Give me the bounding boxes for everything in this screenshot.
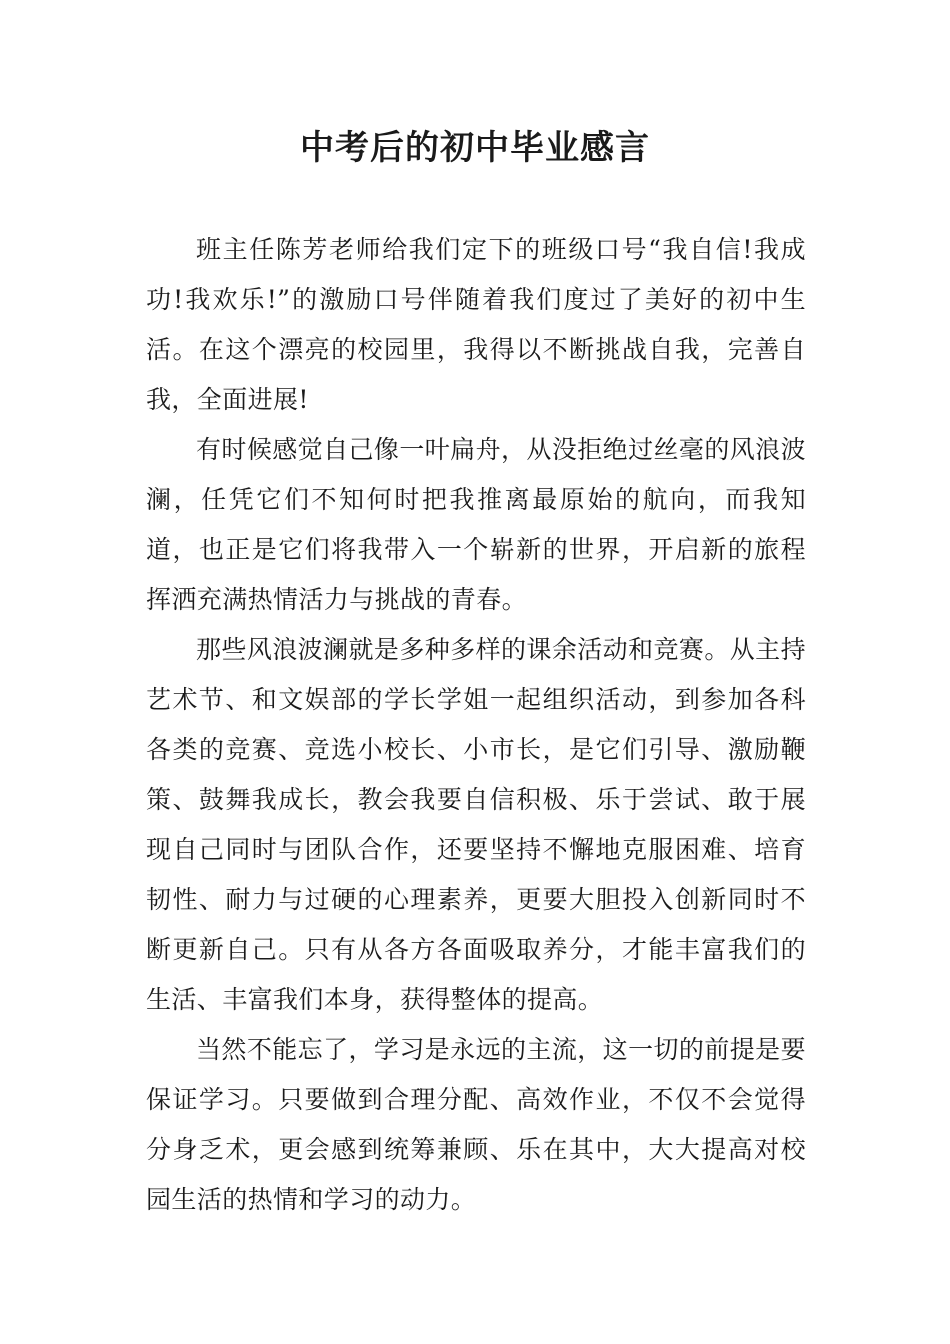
paragraph-3: 那些风浪波澜就是多种多样的课余活动和竞赛。从主持艺术节、和文娱部的学长学姐一起组织活动，到参加各科各类的竞赛、竞选小校长、小市长，是它们引导、激励鞭策、鼓舞我成长，教会我要自信积极、乐于尝试、敢于展现自己同时与团队合作，还要坚持不懈地克服困难、培育韧性、耐力与过硬的心理素养，更要大胆投入创新同时不断更新自己。只有从各方各面吸取养分，才能丰富我们的生活、丰富我们本身，获得整体的提高。 — [146, 635, 806, 1014]
paragraph-2: 有时候感觉自己像一叶扁舟，从没拒绝过丝毫的风浪波澜，任凭它们不知何时把我推离最原始的航向，而我知道，也正是它们将我带入一个崭新的世界，开启新的旅程挥洒充满热情活力与挑战的青春。 — [146, 435, 806, 614]
paragraph-1: 班主任陈芳老师给我们定下的班级口号“我自信!我成功!我欢乐!”的激励口号伴随着我们度过了美好的初中生活。在这个漂亮的校园里，我得以不断挑战自我，完善自我，全面进展! — [146, 235, 806, 414]
paragraph-4: 当然不能忘了，学习是永远的主流，这一切的前提是要保证学习。只要做到合理分配、高效作业，不仅不会觉得分身乏术，更会感到统筹兼顾、乐在其中，大大提高对校园生活的热情和学习的动力。 — [146, 1035, 806, 1214]
document-title: 中考后的初中毕业感言 — [300, 128, 650, 168]
document-body — [146, 225, 806, 1225]
